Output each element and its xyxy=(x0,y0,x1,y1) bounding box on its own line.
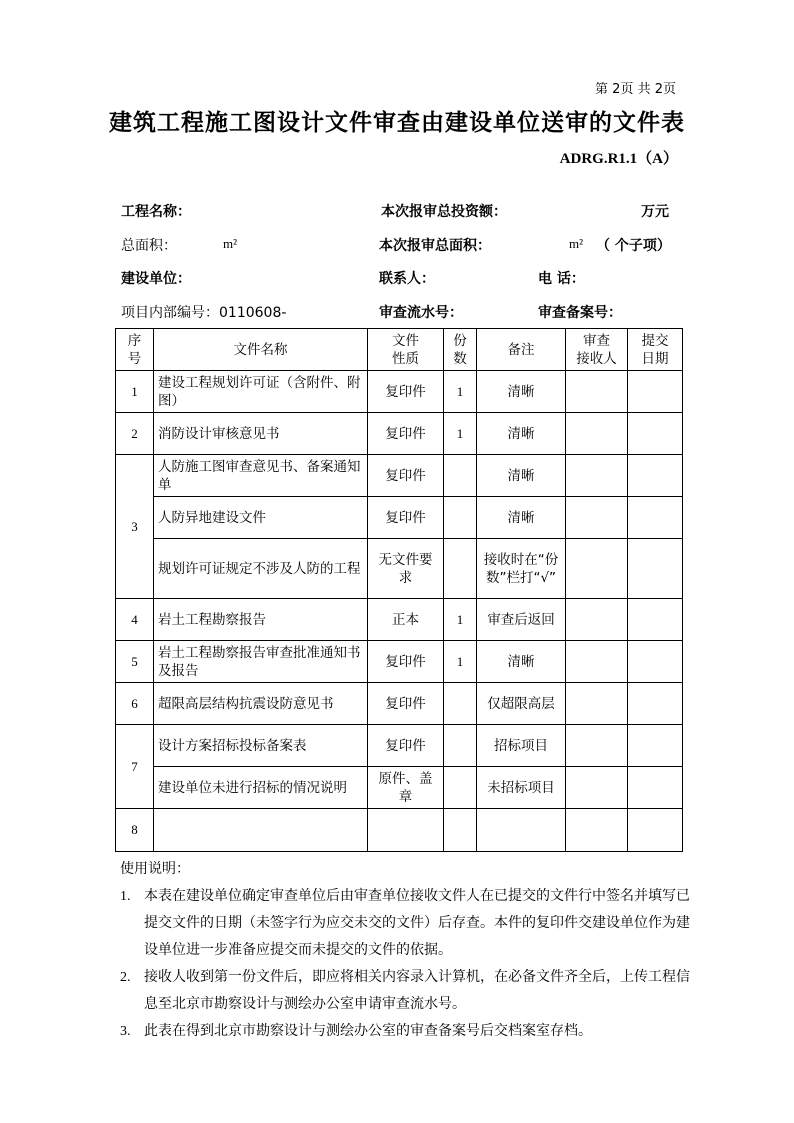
table-row xyxy=(116,539,683,599)
row-file-name: 规划许可证规定不涉及人防的工程 xyxy=(154,539,368,599)
row-file-name: 人防异地建设文件 xyxy=(154,497,368,539)
row-date-cell[interactable] xyxy=(628,599,683,641)
table-row xyxy=(116,455,683,497)
internal-number-label: 项目内部编号：0110608- xyxy=(121,305,287,321)
phone-label: 电 话： xyxy=(538,271,585,287)
investment-label: 本次报审总投资额： xyxy=(381,204,507,220)
note-item xyxy=(120,964,690,1018)
note-text: 本表在建设单位确定审查单位后由审查单位接收文件人在已提交的文件行中签名并填写已提交文件的日期（未签字行为应交未交的文件）后存查。本件的复印件交建设单位作为建设单位进一步准备应提交而未提交的文件的依据。 xyxy=(144,888,690,958)
row-seq: 5 xyxy=(116,641,154,683)
note-item xyxy=(120,883,690,964)
row-receiver-cell[interactable] xyxy=(566,767,628,809)
row-date-cell[interactable] xyxy=(628,497,683,539)
row-date-cell[interactable] xyxy=(628,641,683,683)
row-file-name: 超限高层结构抗震设防意见书 xyxy=(154,683,368,725)
row-remark: 招标项目 xyxy=(477,725,566,767)
row-nature: 复印件 xyxy=(368,683,444,725)
review-serial-label: 审查流水号： xyxy=(379,305,463,321)
row-file-name: 消防设计审核意见书 xyxy=(154,413,368,455)
row-receiver-cell[interactable] xyxy=(566,683,628,725)
row-nature xyxy=(368,809,444,852)
row-file-name: 岩土工程勘察报告审查批准通知书及报告 xyxy=(154,641,368,683)
row-file-name xyxy=(154,809,368,852)
table-row xyxy=(116,497,683,539)
row-remark: 清晰 xyxy=(477,455,566,497)
note-item xyxy=(120,1018,690,1045)
row-seq: 3 xyxy=(116,455,154,599)
row-receiver-cell[interactable] xyxy=(566,413,628,455)
row-date-cell[interactable] xyxy=(628,455,683,497)
builder-label: 建设单位： xyxy=(121,271,191,287)
row-seq: 1 xyxy=(116,371,154,413)
row-copies xyxy=(444,725,477,767)
row-nature: 复印件 xyxy=(368,497,444,539)
row-remark: 清晰 xyxy=(477,413,566,455)
row-copies xyxy=(444,497,477,539)
note-number: 1. xyxy=(120,889,131,904)
row-receiver-cell[interactable] xyxy=(566,455,628,497)
row-file-name: 岩土工程勘察报告 xyxy=(154,599,368,641)
row-seq: 4 xyxy=(116,599,154,641)
row-copies: 1 xyxy=(444,641,477,683)
row-receiver-cell[interactable] xyxy=(566,371,628,413)
header-file-name: 文件名称 xyxy=(154,329,368,371)
subitem-count: （ 个子项） xyxy=(596,238,671,254)
header-receiver: 审查 接收人 xyxy=(566,329,628,371)
table-row xyxy=(116,809,683,852)
row-nature: 复印件 xyxy=(368,641,444,683)
row-copies: 1 xyxy=(444,599,477,641)
table-row xyxy=(116,599,683,641)
row-nature: 无文件要求 xyxy=(368,539,444,599)
row-seq: 6 xyxy=(116,683,154,725)
row-copies: 1 xyxy=(444,371,477,413)
row-copies xyxy=(444,683,477,725)
project-name-label: 工程名称： xyxy=(121,204,191,220)
note-text: 此表在得到北京市勘察设计与测绘办公室的审查备案号后交档案室存档。 xyxy=(144,1023,592,1039)
row-date-cell[interactable] xyxy=(628,413,683,455)
total-area-label: 总面积： xyxy=(121,238,177,254)
row-receiver-cell[interactable] xyxy=(566,599,628,641)
total-area-unit: m² xyxy=(223,236,238,251)
note-number: 3. xyxy=(120,1024,131,1039)
row-nature: 原件、盖章 xyxy=(368,767,444,809)
row-remark: 审查后返回 xyxy=(477,599,566,641)
row-remark: 仅超限高层 xyxy=(477,683,566,725)
row-file-name: 设计方案招标投标备案表 xyxy=(154,725,368,767)
header-remark: 备注 xyxy=(477,329,566,371)
row-date-cell[interactable] xyxy=(628,371,683,413)
row-copies xyxy=(444,809,477,852)
row-seq: 7 xyxy=(116,725,154,809)
row-file-name: 建设单位未进行招标的情况说明 xyxy=(154,767,368,809)
review-area-unit: m² xyxy=(569,236,584,251)
row-receiver-cell[interactable] xyxy=(566,539,628,599)
row-nature: 正本 xyxy=(368,599,444,641)
row-file-name: 人防施工图审查意见书、备案通知单 xyxy=(154,455,368,497)
table-row xyxy=(116,683,683,725)
row-nature: 复印件 xyxy=(368,413,444,455)
table-row xyxy=(116,413,683,455)
row-copies: 1 xyxy=(444,413,477,455)
note-text: 接收人收到第一份文件后，即应将相关内容录入计算机，在必备文件齐全后，上传工程信息至北京市勘察设计与测绘办公室申请审查流水号。 xyxy=(144,969,690,1012)
row-receiver-cell[interactable] xyxy=(566,809,628,852)
row-seq: 2 xyxy=(116,413,154,455)
contact-label: 联系人： xyxy=(379,271,435,287)
row-remark: 清晰 xyxy=(477,371,566,413)
note-number: 2. xyxy=(120,970,131,985)
row-remark xyxy=(477,809,566,852)
table-row xyxy=(116,767,683,809)
table-header-row xyxy=(116,329,683,371)
row-date-cell[interactable] xyxy=(628,725,683,767)
row-file-name: 建设工程规划许可证（含附件、附图） xyxy=(154,371,368,413)
document-code: ADRG.R1.1（A） xyxy=(559,151,678,167)
table-row xyxy=(116,371,683,413)
document-title: 建筑工程施工图设计文件审查由建设单位送审的文件表 xyxy=(109,110,685,136)
investment-unit: 万元 xyxy=(641,204,669,220)
table-row xyxy=(116,641,683,683)
row-receiver-cell[interactable] xyxy=(566,641,628,683)
row-remark: 清晰 xyxy=(477,641,566,683)
table-row xyxy=(116,725,683,767)
row-date-cell[interactable] xyxy=(628,539,683,599)
row-receiver-cell[interactable] xyxy=(566,497,628,539)
filing-number-label: 审查备案号： xyxy=(538,305,622,321)
row-remark: 接收时在“份数”栏打“√” xyxy=(477,539,566,599)
usage-notes-label: 使用说明： xyxy=(120,861,190,877)
header-seq: 序 号 xyxy=(116,329,154,371)
row-nature: 复印件 xyxy=(368,725,444,767)
row-remark: 未招标项目 xyxy=(477,767,566,809)
review-area-label: 本次报审总面积： xyxy=(379,238,491,254)
row-date-cell[interactable] xyxy=(628,683,683,725)
usage-notes xyxy=(120,856,690,1045)
row-nature: 复印件 xyxy=(368,371,444,413)
row-receiver-cell[interactable] xyxy=(566,725,628,767)
row-date-cell[interactable] xyxy=(628,767,683,809)
row-date-cell[interactable] xyxy=(628,809,683,852)
header-submit-date: 提交 日期 xyxy=(628,329,683,371)
submission-files-table xyxy=(115,328,683,852)
row-remark: 清晰 xyxy=(477,497,566,539)
row-nature: 复印件 xyxy=(368,455,444,497)
page-indicator: 第 2页 共 2页 xyxy=(595,82,676,97)
row-copies xyxy=(444,767,477,809)
header-nature: 文件 性质 xyxy=(368,329,444,371)
row-copies xyxy=(444,539,477,599)
row-copies xyxy=(444,455,477,497)
row-seq: 8 xyxy=(116,809,154,852)
header-copies: 份 数 xyxy=(444,329,477,371)
